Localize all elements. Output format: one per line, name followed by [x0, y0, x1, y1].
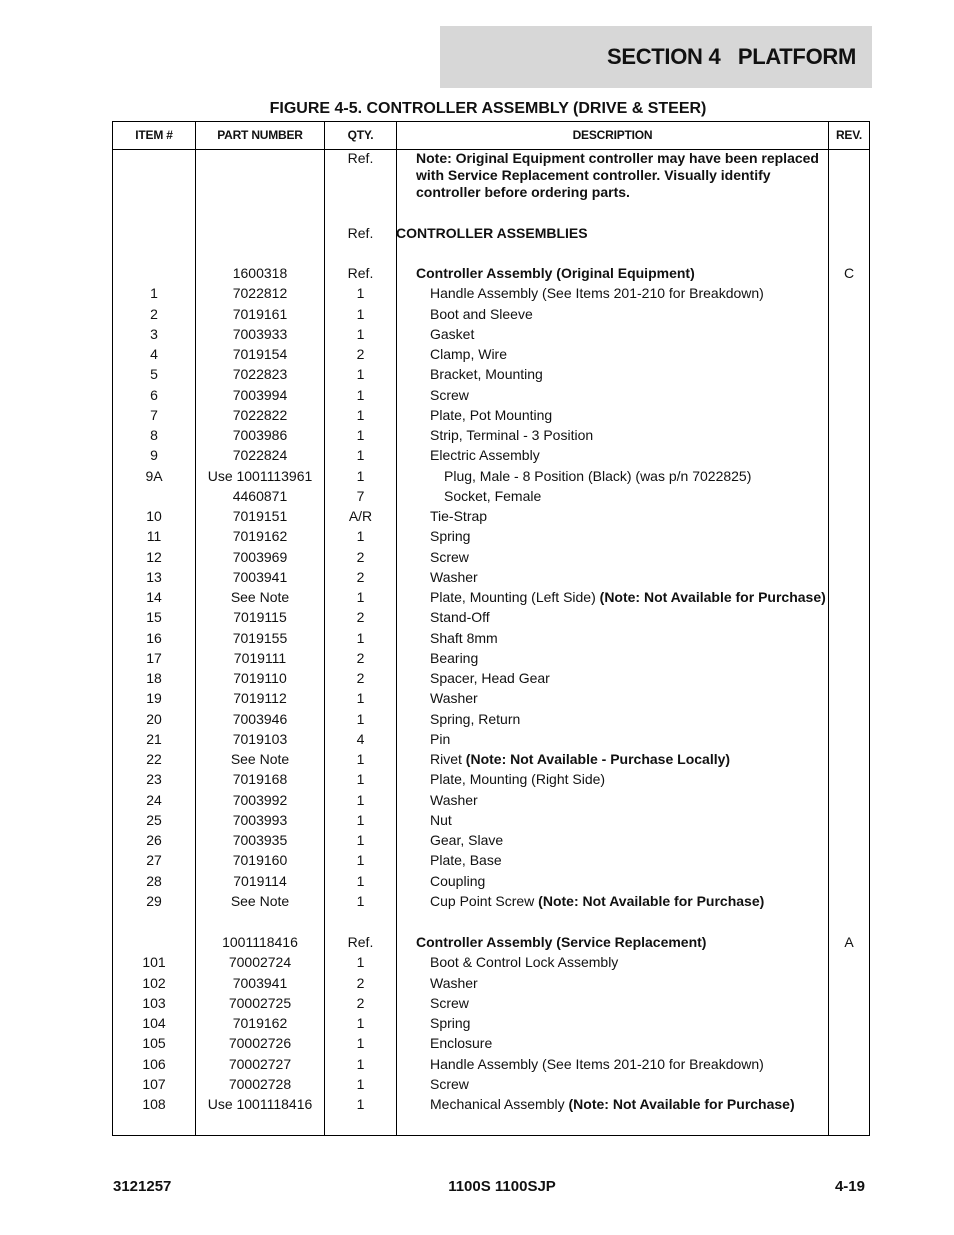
description-text: Spring: [430, 1015, 471, 1031]
part-number: 1600318: [232, 265, 288, 281]
quantity: 1: [356, 447, 365, 464]
item-number: 20: [146, 710, 162, 727]
item-number: 104: [142, 1015, 166, 1031]
description-text: Bearing: [430, 649, 479, 666]
part-number: 7022822: [232, 406, 288, 423]
description: [430, 792, 478, 809]
description: [430, 549, 469, 566]
quantity: 1: [356, 751, 365, 767]
description: [416, 167, 771, 184]
item-number: 10: [146, 508, 162, 524]
description-text: Mechanical Assembly: [430, 1096, 569, 1112]
description-text: Screw: [430, 548, 469, 565]
description: [430, 387, 469, 404]
item-number: 108: [142, 1096, 166, 1112]
quantity: 1: [356, 427, 365, 443]
description-text: Spacer, Head Gear: [430, 670, 550, 686]
quantity: 7: [356, 487, 365, 504]
item-number: 4: [150, 346, 158, 362]
part-number: 7003994: [232, 386, 288, 403]
part-number: 7019162: [232, 528, 288, 545]
footer-page-number: 4-19: [834, 1178, 865, 1195]
quantity: 1: [356, 690, 365, 707]
description: [430, 975, 478, 992]
description-text: Stand-Off: [430, 609, 490, 626]
description-text: Boot and Sleeve: [430, 305, 533, 322]
quantity: Ref.: [347, 225, 374, 241]
description-text: Screw: [430, 1075, 469, 1092]
footer-model: 1100S 1100SJP: [448, 1178, 556, 1195]
description-text: Handle Assembly (See Items 201-210 for Breakdown): [430, 1055, 764, 1072]
part-number: See Note: [230, 892, 290, 909]
item-number: 106: [142, 1055, 166, 1072]
description-text: Plate, Mounting (Left Side): [430, 589, 600, 605]
description: [430, 731, 450, 748]
description-text: CONTROLLER ASSEMBLIES: [396, 225, 588, 241]
description: [430, 1076, 469, 1093]
quantity: 1: [356, 285, 365, 302]
part-number: 7019155: [232, 629, 288, 646]
description-text: Bracket, Mounting: [430, 366, 543, 383]
quantity: 1: [356, 892, 365, 909]
description-text: Tie-Strap: [430, 508, 488, 524]
column-header-part-number: PART NUMBER: [217, 128, 303, 142]
description-text: Nut: [430, 811, 452, 828]
quantity: 1: [356, 1096, 365, 1112]
revision: C: [843, 265, 855, 281]
description: [430, 285, 764, 302]
footer-doc-number: 3121257: [113, 1178, 172, 1195]
description: [444, 468, 751, 485]
column-header-rev: REV.: [835, 128, 863, 142]
quantity: 1: [356, 852, 365, 869]
quantity: 2: [356, 609, 365, 626]
part-number: 7019112: [233, 690, 287, 707]
description-text: Controller Assembly (Service Replacement): [416, 934, 707, 950]
description-text: Clamp, Wire: [430, 346, 508, 362]
quantity: Ref.: [347, 934, 374, 950]
description-text: Pin: [430, 730, 451, 747]
column-header-description: DESCRIPTION: [572, 128, 653, 142]
item-number: 28: [146, 872, 162, 889]
item-number: 13: [146, 568, 162, 585]
part-number: 7003941: [232, 974, 288, 991]
description-text: Plate, Pot Mounting: [430, 406, 553, 423]
description: [430, 508, 487, 525]
description: [430, 630, 498, 647]
description-text: with Service Replacement controller. Visually identify: [416, 167, 771, 183]
item-number: 25: [146, 811, 162, 828]
item-number: 21: [146, 730, 162, 747]
part-number: 7019103: [232, 730, 288, 747]
description: [430, 832, 503, 849]
quantity: 1: [356, 832, 365, 848]
description: [430, 306, 533, 323]
description: [396, 225, 588, 242]
quantity: Ref.: [347, 265, 374, 281]
section-header: [440, 26, 872, 88]
quantity: 1: [356, 954, 365, 971]
item-number: 6: [150, 386, 158, 403]
item-number: 11: [146, 528, 162, 545]
quantity: A/R: [348, 508, 373, 524]
part-number: 7003933: [232, 325, 288, 342]
description-text: Cup Point Screw: [430, 892, 539, 909]
parts-table: [112, 121, 870, 1136]
availability-note: (Note: Not Available for Purchase): [599, 589, 826, 605]
part-number: 7003935: [232, 832, 288, 848]
quantity: 1: [356, 325, 365, 342]
quantity: 1: [356, 1075, 365, 1092]
item-number: 19: [146, 690, 162, 707]
description: [416, 184, 630, 201]
description: [430, 366, 543, 383]
quantity: 1: [356, 589, 365, 605]
quantity: 2: [356, 346, 365, 362]
quantity: 1: [356, 1055, 365, 1072]
part-number: 7003986: [232, 427, 288, 443]
availability-note: (Note: Not Available for Purchase): [538, 892, 765, 909]
description-text: Washer: [430, 791, 478, 808]
part-number: See Note: [230, 751, 290, 767]
description-text: Spring: [430, 528, 471, 545]
item-number: 22: [146, 751, 162, 767]
quantity: 1: [356, 406, 365, 423]
description: [430, 852, 502, 869]
part-number: Use 1001113961: [207, 467, 313, 484]
part-number: 7019154: [232, 346, 288, 362]
part-number: 7019111: [233, 649, 287, 666]
quantity: 1: [356, 791, 365, 808]
description-text: Enclosure: [430, 1035, 493, 1052]
description-text: Socket, Female: [444, 487, 542, 504]
description: [430, 569, 478, 586]
description-text: Boot & Control Lock Assembly: [430, 954, 619, 971]
description-text: controller before ordering parts.: [416, 184, 630, 200]
description: [430, 407, 552, 424]
quantity: 2: [356, 670, 365, 686]
quantity: 2: [356, 649, 365, 666]
part-number: 7022812: [232, 285, 288, 302]
description-text: Controller Assembly (Original Equipment): [416, 265, 695, 281]
item-number: 102: [142, 974, 166, 991]
part-number: 4460871: [232, 487, 288, 504]
quantity: 2: [356, 548, 365, 565]
description: [416, 934, 706, 951]
quantity: 1: [356, 710, 365, 727]
description: [430, 751, 730, 768]
part-number: 70002725: [228, 994, 292, 1011]
description: [430, 771, 605, 788]
quantity: 1: [356, 366, 365, 383]
item-number: 24: [146, 791, 162, 808]
quantity: 2: [356, 568, 365, 585]
item-number: 26: [146, 832, 162, 848]
description: [430, 954, 618, 971]
column-header-item: ITEM #: [135, 128, 173, 142]
description: [430, 690, 478, 707]
quantity: 4: [356, 730, 365, 747]
item-number: 27: [146, 852, 162, 869]
description-text: Plate, Base: [430, 852, 502, 869]
description: [430, 893, 764, 910]
description-text: Washer: [430, 690, 478, 707]
item-number: 105: [142, 1035, 166, 1052]
description-text: Washer: [430, 974, 478, 991]
description: [430, 326, 474, 343]
availability-note: (Note: Not Available for Purchase): [568, 1096, 795, 1112]
quantity: 1: [356, 305, 365, 322]
description: [430, 670, 550, 687]
quantity: 1: [356, 872, 365, 889]
description: [430, 447, 540, 464]
description-text: Gasket: [430, 325, 475, 342]
part-number: Use 1001118416: [207, 1096, 313, 1112]
revision: A: [844, 934, 854, 950]
item-number: 5: [150, 366, 158, 383]
quantity: 1: [356, 629, 365, 646]
quantity: 1: [356, 811, 365, 828]
availability-note: (Note: Not Available - Purchase Locally): [465, 751, 731, 767]
part-number: 7019162: [232, 1015, 288, 1031]
item-number: 1: [150, 285, 158, 302]
item-number: 7: [150, 406, 158, 423]
column-divider: [396, 122, 397, 1135]
item-number: 8: [150, 427, 158, 443]
description-text: Plate, Mounting (Right Side): [430, 771, 606, 788]
description: [430, 427, 593, 444]
description-text: Plug, Male - 8 Position (Black) (was p/n 7022825): [444, 467, 752, 484]
item-number: 9A: [145, 467, 163, 484]
description: [430, 650, 478, 667]
description-text: Note: Original Equipment controller may have been replaced: [416, 150, 819, 166]
part-number: 70002727: [228, 1055, 292, 1072]
item-number: 2: [150, 305, 158, 322]
quantity: 2: [356, 974, 365, 991]
description-text: Screw: [430, 386, 469, 403]
description: [430, 1056, 764, 1073]
description: [430, 873, 485, 890]
item-number: 23: [146, 771, 162, 788]
part-number: 7019151: [232, 508, 288, 524]
part-number: 7019114: [233, 872, 287, 889]
description-text: Spring, Return: [430, 710, 521, 727]
description-text: Electric Assembly: [430, 447, 540, 464]
description-text: Coupling: [430, 872, 486, 889]
description: [430, 711, 520, 728]
column-header-qty: QTY.: [347, 128, 374, 142]
description: [430, 1035, 492, 1052]
item-number: 17: [146, 649, 162, 666]
description-text: Screw: [430, 994, 469, 1011]
description: [430, 589, 826, 606]
description-text: Gear, Slave: [430, 832, 504, 848]
item-number: 3: [150, 325, 158, 342]
quantity: 1: [356, 386, 365, 403]
part-number: 7019110: [233, 670, 287, 686]
part-number: 7022823: [232, 366, 288, 383]
quantity: 1: [356, 528, 365, 545]
part-number: 7019161: [232, 305, 288, 322]
description: [430, 1015, 470, 1032]
description: [430, 346, 507, 363]
description: [430, 812, 452, 829]
description-text: Strip, Terminal - 3 Position: [430, 427, 594, 443]
item-number: 101: [142, 954, 166, 971]
description: [430, 609, 490, 626]
part-number: See Note: [230, 589, 290, 605]
description: [416, 150, 819, 167]
item-number: 107: [142, 1075, 166, 1092]
part-number: 70002726: [228, 1035, 292, 1052]
part-number: 7019115: [233, 609, 287, 626]
part-number: 7003946: [232, 710, 288, 727]
item-number: 103: [142, 994, 166, 1011]
part-number: 7022824: [232, 447, 288, 464]
description-text: Shaft 8mm: [430, 629, 498, 646]
quantity: 1: [356, 1015, 365, 1031]
quantity: 1: [356, 771, 365, 788]
description: [430, 1096, 795, 1113]
item-number: 18: [146, 670, 162, 686]
part-number: 7003992: [232, 791, 288, 808]
item-number: 15: [146, 609, 162, 626]
item-number: 12: [146, 548, 162, 565]
description: [430, 995, 469, 1012]
description: [416, 265, 695, 282]
item-number: 16: [146, 629, 162, 646]
quantity: 1: [356, 467, 365, 484]
part-number: 70002728: [228, 1075, 292, 1092]
figure-title: FIGURE 4-5. CONTROLLER ASSEMBLY (DRIVE & STEER): [269, 100, 707, 117]
part-number: 7019168: [232, 771, 288, 788]
quantity: Ref.: [347, 150, 374, 166]
item-number: 29: [146, 892, 162, 909]
part-number: 7019160: [232, 852, 288, 869]
part-number: 1001118416: [222, 934, 298, 950]
item-number: 14: [146, 589, 162, 605]
part-number: 7003941: [232, 568, 288, 585]
quantity: 2: [356, 994, 365, 1011]
part-number: 7003969: [232, 548, 288, 565]
description: [444, 488, 541, 505]
description-text: Rivet: [430, 751, 466, 767]
part-number: 70002724: [228, 954, 292, 971]
quantity: 1: [356, 1035, 365, 1052]
description-text: Washer: [430, 568, 478, 585]
description-text: Handle Assembly (See Items 201-210 for Breakdown): [430, 285, 764, 302]
description: [430, 528, 470, 545]
item-number: 9: [150, 447, 158, 464]
section-title: SECTION 4 PLATFORM: [606, 44, 856, 69]
part-number: 7003993: [232, 811, 288, 828]
